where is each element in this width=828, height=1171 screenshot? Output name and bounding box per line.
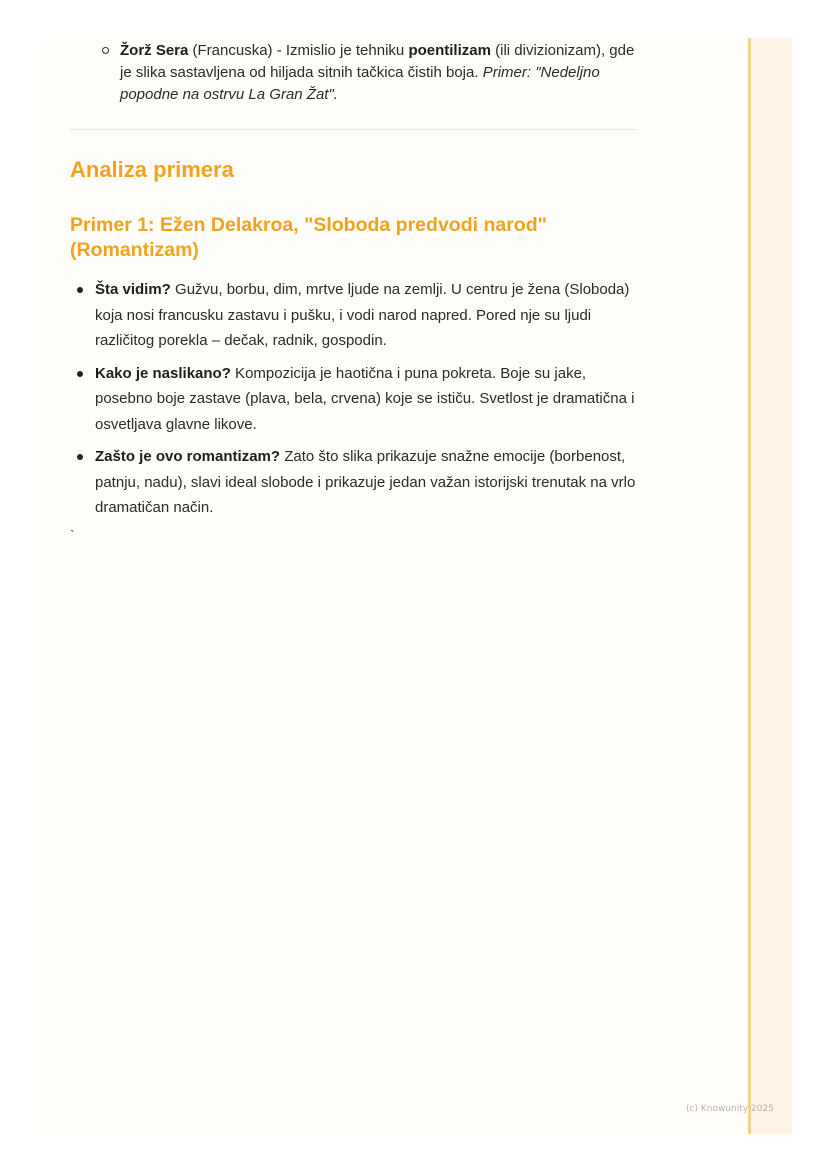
artist-example: Primer: "Nedeljno popodne na ostrvu La Gran Žat".	[120, 64, 600, 103]
section-title: Analiza primera	[70, 157, 234, 182]
bullet-icon	[77, 454, 83, 460]
copyright-footer: (c) Knowunity 2025	[686, 1104, 774, 1114]
list-item-seurat	[120, 40, 636, 106]
point-text: Kompozicija je haotična i puna pokreta. Boje su jake, posebno boje zastave (plava, bela, crvena) koje se ističu. Svetlost je dramatična i osvetljava glavne likove.	[95, 364, 635, 433]
point-why-romanticism	[95, 444, 636, 521]
artist-name: Žorž Sera	[120, 42, 189, 59]
point-text: Gužvu, borbu, dim, mrtve ljude na zemlji. U centru je žena (Sloboda) koja nosi francusku zastavu i pušku, i vodi narod napred. Pored nje su ljudi različitog porekla – dečak, radnik, gospodin.	[95, 281, 630, 349]
document-content	[70, 40, 636, 542]
technique-term: poentilizam	[408, 42, 491, 59]
section-divider	[70, 129, 636, 130]
right-margin-band	[748, 38, 792, 1134]
point-text: Zato što slika prikazuje snažne emocije (borbenost, patnju, nadu), slavi ideal slobode i prikazuje jedan važan istorijski trenutak na vrlo dramatičan način.	[95, 448, 636, 516]
artist-text-2: (ili divizionizam), gde je slika sastavljena od hiljada sitnih tačkica čistih boja.	[120, 42, 635, 81]
stray-backtick: `	[70, 526, 75, 543]
bullet-icon	[77, 371, 83, 377]
point-how-painted	[95, 361, 636, 438]
point-label: Zašto je ovo romantizam?	[95, 448, 281, 465]
point-what-i-see	[95, 277, 636, 354]
right-margin-rule	[748, 38, 751, 1134]
example-title: Primer 1: Ežen Delakroa, "Sloboda predvodi narod" (Romantizam)	[70, 214, 547, 261]
point-label: Kako je naslikano?	[95, 364, 231, 382]
sub-list	[70, 40, 636, 106]
point-label: Šta vidim?	[95, 281, 171, 298]
bullet-icon	[77, 287, 83, 293]
example-points	[70, 277, 636, 521]
artist-text-1: (Francuska) - Izmislio je tehniku	[188, 42, 409, 59]
hollow-bullet-icon	[102, 47, 109, 54]
